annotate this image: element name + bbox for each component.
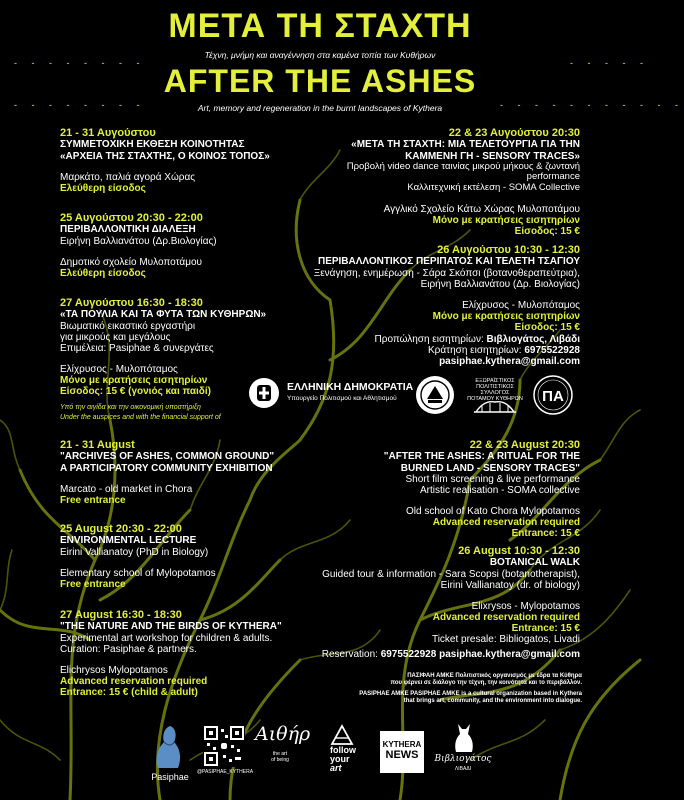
event-en-walk (300, 545, 580, 634)
about-line: ΠΑΣΙΦΑΗ ΑΜΚΕ Πολιτιστικός οργανισμός με έδρα τα Κύθηρα (407, 673, 582, 679)
aithir-logo (255, 723, 311, 763)
instagram-handle[interactable]: @PASIPHAE_KYTHERA (196, 769, 254, 775)
event-entry: Ελεύθερη είσοδος (60, 182, 146, 194)
event-artist: Καλλιτεχνική εκτέλεση - SOMA Collective (407, 181, 580, 193)
event-venue: Ελίχρυσος - Μυλοπόταμος (462, 299, 580, 311)
event-entry: Είσοδος: 15 € (514, 225, 580, 237)
event-en-exhibition (60, 439, 330, 506)
auspices-greek: Υπό την αιγίδα και την οικονομική υποστήριξη (60, 404, 201, 411)
presale-line (300, 634, 580, 645)
event-title: "THE NATURE AND THE BIRDS OF KYTHERA" (60, 621, 282, 633)
event-venue: Elichrysos Mylopotamos (60, 664, 168, 676)
event-date: 25 August 20:30 - 22:00 (60, 523, 182, 535)
kythera-news-line: NEWS (385, 749, 419, 761)
event-venue: Marcato - old market in Chora (60, 483, 193, 495)
booking-info-greek (300, 334, 580, 368)
event-guide: Eirini Vallianatoy (dr. of biology) (440, 579, 580, 591)
subtitle-greek: Τέχνη, μνήμη και αναγέννηση στα καμένα τοπία των Κυθήρων (204, 50, 436, 60)
booking-label: Κράτηση εισητηρίων: (428, 345, 522, 357)
event-entry: Ελεύθερη είσοδος (60, 267, 146, 279)
about-line: PASIPHAE AMKE PASIPHAE AMKE is a cultural organization based in Kythera (359, 691, 582, 698)
event-gr-lecture (60, 212, 320, 279)
event-reservation: Μόνο με κρατήσεις εισητηρίων (432, 214, 580, 226)
bridge-icon (472, 398, 518, 414)
event-curation: Επιμέλεια: Pasiphae & συνεργάτες (60, 342, 214, 354)
kythera-news-logo (380, 731, 424, 773)
event-title: ΣΥΜΜΕΤΟΧΙΚΗ ΕΚΘΕΣΗ ΚΟΙΝΟΤΗΤΑΣ (60, 139, 245, 151)
event-title: «ΤΑ ΠΟΥΛΙΑ ΚΑΙ ΤΑ ΦΥΤΑ ΤΩΝ ΚΥΘΗΡΩΝ» (60, 309, 267, 321)
auspices-english: Under the auspices and with the financial support of (60, 414, 221, 421)
event-title: ΠΕΡΙΒΑΛΛΟΝΤΙΚΟΣ ΠΕΡΙΠΑΤΟΣ ΚΑΙ ΤΕΛΕΤΗ ΤΣΑΓΙΟΥ (317, 256, 580, 268)
event-description: Προβολή video dance ταινίας μικρού μήκους & ζωντανή performance (346, 160, 580, 183)
event-description: Short film screening & live performance (405, 473, 580, 485)
event-speaker: Ειρήνη Βαλλιανάτου (Δρ.Βιολογίας) (60, 235, 217, 247)
event-title: ΠΕΡΙΒΑΛΛΟΝΤΙΚΗ ΔΙΑΛΕΞΗ (60, 224, 196, 236)
event-title: ENVIRONMENTAL LECTURE (60, 535, 197, 547)
pasiphae-logo-icon (150, 722, 186, 770)
pa-mark: ΠΑ (542, 388, 564, 405)
event-venue: Ελίχρυσος - Μυλοπόταμος (60, 364, 178, 376)
vivliogatos-sub: ΛΙΒΑΔΙ (454, 766, 472, 772)
event-gr-workshop (60, 297, 320, 398)
event-entry: Free entrance (60, 494, 126, 506)
event-venue: Δημοτικό σχολείο Μυλοποτάμου (60, 256, 202, 268)
dash-divider: - - - - - - - - (14, 58, 146, 68)
pa-emblem-icon (532, 374, 574, 416)
event-entry: Free entrance (60, 578, 126, 590)
event-date: 21 - 31 Αυγούστου (60, 127, 156, 139)
presale-label: Προπώληση εισητηρίων: (374, 334, 484, 345)
kythera-news-line: KYTHERA (382, 740, 422, 749)
title-english: AFTER THE ASHES (163, 63, 477, 99)
event-date: 22 & 23 Αυγούστου 20:30 (448, 127, 580, 139)
subtitle-english: Art, memory and regeneration in the burnt landscapes of Kythera (197, 103, 443, 113)
pasiphae-label: Pasiphae (151, 772, 189, 782)
presale-line (300, 334, 580, 345)
event-date: 26 Αυγούστου 10:30 - 12:30 (437, 244, 580, 256)
about-organization (270, 673, 582, 705)
event-guide: Ξενάγηση, ενημέρωση - Σάρα Σκόπσι (βοτανοθεραπεύτρια), (313, 267, 580, 279)
event-title: "AFTER THE ASHES: A RITUAL FOR THE (383, 451, 580, 463)
event-reservation: Μόνο με κρατήσεις εισητηρίων (60, 375, 208, 387)
event-title: BURNED LAND - SENSORY TRACES" (400, 462, 580, 474)
cat-icon (448, 716, 478, 752)
art-word: art (330, 763, 342, 773)
event-description: Experimental art workshop for children & adults. (60, 632, 273, 644)
event-gr-exhibition (60, 127, 320, 194)
event-title: «ΜΕΤΑ ΤΗ ΣΤΑΧΤΗ: ΜΙΑ ΤΕΛΕΤΟΥΡΓΙΑ ΓΙΑ ΤΗΝ (351, 139, 580, 151)
event-date: 26 August 10:30 - 12:30 (458, 545, 580, 557)
event-guide: Guided tour & information - Sara Scopsi (botanotherapist), (322, 568, 580, 580)
vivliogatos-name: Βιβλιογάτος (434, 754, 492, 764)
event-date: 21 - 31 August (60, 439, 135, 451)
event-date: 27 Αυγούστου 16:30 - 18:30 (60, 297, 203, 309)
booking-value: 6975522928 pasiphae.kythera@gmail.com (439, 345, 580, 368)
ministry-subtitle: Υπουργείο Πολιτισμού και Αθλητισμού (287, 395, 397, 402)
your-word: your (330, 754, 350, 764)
booking-info-english (300, 634, 580, 660)
event-title: «ΑΡΧΕΙΑ ΤΗΣ ΣΤΑΧΤΗΣ, Ο ΚΟΙΝΟΣ ΤΟΠΟΣ» (60, 150, 270, 162)
hellenic-republic-emblem-icon (247, 376, 281, 410)
event-venue: Αγγλικό Σχολείο Κάτω Χώρας Μυλοποτάμου (383, 203, 580, 215)
about-line: που φέρνει σε διάλογο την τέχνη, την κοινότητα και το περιβάλλον. (390, 679, 582, 686)
event-entry: Είσοδος: 15 € (γονιός και παιδί) (60, 386, 211, 398)
dash-divider: - - - - - - - - - - - (500, 100, 684, 110)
ministry-name: ΕΛΛΗΝΙΚΗ ΔΗΜΟΚΡΑΤΙΑ (287, 381, 414, 393)
event-venue: Μαρκάτο, παλιά αγορά Χώρας (60, 171, 196, 183)
event-entry: Entrance: 15 € (511, 623, 580, 635)
event-curation: Curation: Pasiphae & partners. (60, 643, 197, 655)
follow-your-art-icon (330, 724, 354, 746)
event-title: ΚΑΜΜΕΝΗ ΓΗ - SENSORY TRACES» (405, 150, 580, 162)
event-title: A PARTICIPATORY COMMUNITY EXHIBITION (60, 462, 273, 474)
event-venue: Old school of Kato Chora Mylopotamos (406, 506, 580, 518)
event-reservation: Advanced reservation required (432, 612, 580, 624)
association-line: ΕΞΩΡΑΪΣΤΙΚΟΣ (475, 378, 515, 384)
presale-value: Βιβλιογάτος, Λιβάδι (486, 334, 580, 345)
dash-divider: - - - - - - - - (14, 100, 146, 110)
follow-word: follow (330, 745, 356, 755)
association-line: ΠΟΤΑΜΟΥ ΚΥΘΗΡΩΝ (467, 396, 523, 403)
booking-line (300, 649, 580, 660)
seal-emblem-icon (414, 374, 456, 416)
event-venue: Elixrysos - Mylopotamos (471, 600, 580, 612)
presale-value: Bibliogatos, Livadi (499, 634, 580, 645)
event-date: 22 & 23 August 20:30 (469, 439, 580, 451)
event-reservation: Advanced reservation required (60, 676, 208, 688)
event-entry: Entrance: 15 € (child & adult) (60, 687, 198, 699)
event-title: "ARCHIVES OF ASHES, COMMON GROUND" (60, 451, 275, 463)
dash-divider: - - - - - (570, 58, 649, 68)
event-description: Βιωματικό εικαστικό εργαστήρι (60, 320, 196, 332)
event-description: για μικρούς και μεγάλους (60, 331, 171, 343)
event-en-ritual (300, 439, 580, 540)
about-line: that brings art, community, and the environment into dialogue. (403, 698, 582, 705)
event-guide: Ειρήνη Βαλλιανάτου (Δρ. Βιολογίας) (420, 278, 580, 290)
event-speaker: Eirini Vallianatoy (PhD in Biology) (60, 546, 209, 558)
aithir-tagline: the art (272, 751, 288, 757)
event-en-lecture (60, 523, 330, 590)
booking-label: Reservation: (321, 649, 378, 661)
event-date: 25 Αυγούστου 20:30 - 22:00 (60, 212, 203, 224)
event-reservation: Μόνο με κρατήσεις εισητηρίων (432, 311, 580, 323)
presale-label: Ticket presale: (431, 634, 497, 645)
event-entry: Entrance: 15 € (511, 528, 580, 540)
event-title: BOTANICAL WALK (489, 557, 580, 569)
booking-value: 6975522928 pasiphae.kythera@gmail.com (380, 649, 580, 661)
booking-line (300, 345, 580, 367)
event-entry: Είσοδος: 15 € (514, 322, 580, 334)
event-venue: Elementary school of Mylopotamos (60, 567, 216, 579)
event-artist: Artistic realisation - SOMA collective (419, 484, 580, 496)
association-line: ΠΟΛΙΤΙΣΤΙΚΟΣ ΣΥΛΛΟΓΟΣ (476, 384, 514, 397)
aithir-name: Αιθήρ (255, 723, 311, 745)
event-reservation: Advanced reservation required (432, 517, 580, 529)
qr-code-icon[interactable] (203, 725, 245, 767)
event-gr-ritual (300, 127, 580, 237)
aithir-tagline: of being (271, 756, 289, 763)
title-greek: ΜΕΤΑ ΤΗ ΣΤΑΧΤΗ (168, 7, 472, 45)
follow-your-art-logo (330, 746, 356, 773)
event-gr-walk (300, 244, 580, 333)
event-date: 27 August 16:30 - 18:30 (60, 609, 182, 621)
